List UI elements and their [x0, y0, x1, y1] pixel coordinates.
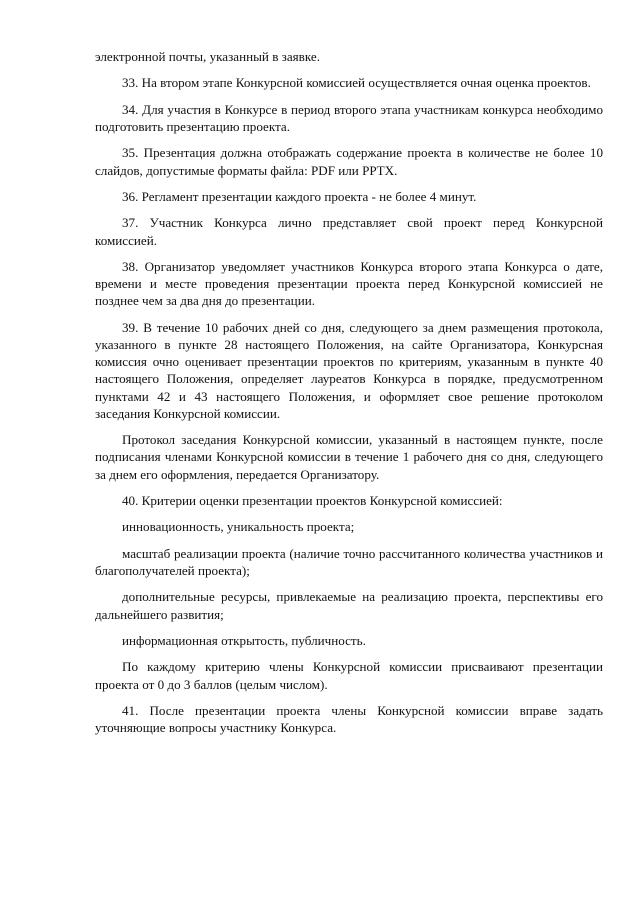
paragraph-40: 40. Критерии оценки презентации проектов Конкурсной комиссией:	[122, 492, 503, 508]
paragraph-35: 35. Презентация должна отображать содержание проекта в количестве не более 10 слайдов, допустимые форматы файла: PDF или PPTX.	[95, 145, 603, 178]
paragraph-39-protocol: Протокол заседания Конкурсной комиссии, указанный в настоящем пункте, после подписания членами Конкурсной комиссии в течение 1 рабочего дня со дня, следующего за днем его оформления, передается Организатору.	[95, 432, 603, 482]
paragraph-36: 36. Регламент презентации каждого проекта - не более 4 минут.	[122, 188, 477, 204]
paragraph-34: 34. Для участия в Конкурсе в период второго этапа участникам конкурса необходимо подготовить презентацию проекта.	[95, 101, 603, 134]
criterion-innovation: инновационность, уникальность проекта;	[122, 519, 355, 535]
paragraph-continuation: электронной почты, указанный в заявке.	[95, 49, 320, 64]
criterion-resources: дополнительные ресурсы, привлекаемые на реализацию проекта, перспективы его дальнейшего развития;	[95, 589, 603, 622]
paragraph-38: 38. Организатор уведомляет участников Конкурса второго этапа Конкурса о дате, времени и месте проведения презентации проекта перед Конкурсной комиссией не позднее чем за два дня до презентации.	[95, 258, 603, 309]
paragraph-41: 41. После презентации проекта члены Конкурсной комиссии вправе задать уточняющие вопросы участнику Конкурса.	[95, 702, 603, 736]
paragraph-39: 39. В течение 10 рабочих дней со дня, следующего за днем размещения протокола, указанного в пункте 28 настоящего Положения, на сайте Организатора, Конкурсная комиссия очно оценивает презентации проектов по критериям, указанным в пункте 40 настоящего Положения, определяет лауреатов Конкурса в порядке, предусмотренном пунктами 42 и 43 настоящего Положения, и оформляет свое решение протоколом заседания Конкурсной комиссии.	[95, 319, 603, 421]
criterion-openness: информационная открытость, публичность.	[122, 632, 366, 648]
paragraph-33: 33. На втором этапе Конкурсной комиссией осуществляется очная оценка проектов.	[122, 75, 591, 91]
paragraph-37: 37. Участник Конкурса лично представляет свой проект перед Конкурсной комиссией.	[95, 215, 603, 248]
criterion-scale: масштаб реализации проекта (наличие точно рассчитанного количества участников и благополучателей проекта);	[95, 545, 603, 578]
paragraph-scoring: По каждому критерию члены Конкурсной комиссии присваивают презентации проекта от 0 до 3 баллов (целым числом).	[95, 659, 603, 692]
document-body	[95, 48, 603, 746]
